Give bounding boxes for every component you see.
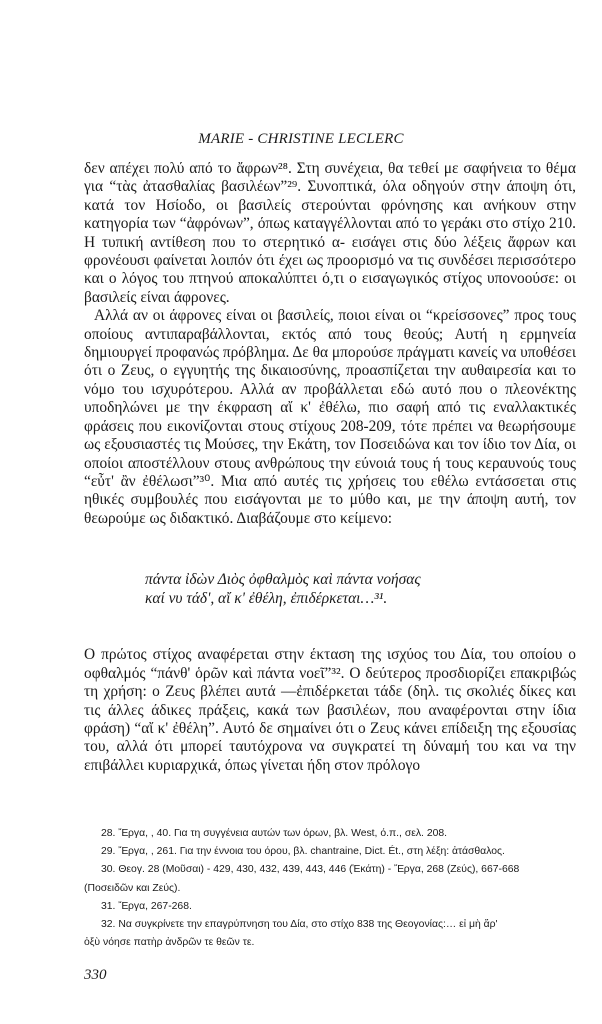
verse-quote [145,571,421,608]
footnote-28: 28. Ἔργα, , 40. Για τη συγγένεια αυτών των όρων, βλ. West, ό.π., σελ. 208. [101,828,448,839]
verse-line-1: πάντα ἰδὼν Διὸς ὀφθαλμὸς καὶ πάντα νοήσας [145,571,421,588]
footnote-30-continued: (Ποσειδῶν και Ζεύς). [84,882,181,894]
footnote-29: 29. Ἔργα, , 261. Για την έννοια του όρου, βλ. chantraine, Dict. Ét., στη λέξη: ἀτάσθαλος. [101,846,505,858]
footnote-30: 30. Θεογ. 28 (Μοῦσαι) - 429, 430, 432, 439, 443, 446 (Ἑκάτη) - Ἔργα, 268 (Ζεύς), 667-668 [101,864,520,876]
footnotes [84,825,576,952]
page-number: 330 [84,967,107,983]
verse-line-2: καί νυ τάδ', αἴ κ' ἐθέλη, ἐπιδέρκεται…³¹. [145,589,388,607]
paragraph-2: Αλλά αν οι άφρονες είναι οι βασιλείς, ποιοι είναι οι “κρείσσονες” προς τους οποίους αντιπαραβάλλονται, εκτός από τους θεούς; Αυτή η ερμηνεία δημιουργεί προφανώς πρόβλημα. Δε θα μπορούσε πράγματι κανείς να υποθέσει ότι ο Ζευς, ο εγγυητής της δικαιοσύνης, προασπίζεται την αυθαιρεσία και το νόμο του ισχυρότερου. Αλλά αν προβάλλεται εδώ αυτό που ο πλεονέκτης υποδηλώνει με την έκφραση αἴ κ' ἐθέλω, πιο σαφή από τις εναλλακτικές φράσεις που εικονίζονται στους στίχους 208-209, τότε πρέπει να θεωρήσουμε ως εξουσιαστές τις Μούσες, την Εκάτη, τον Ποσειδώνα και τον ίδιο τον Δία, οι οποίοι αποστέλλουν στους ανθρώπους την εύνοιά τους ή τους κεραυνούς τους “εὖτ' ἂν ἐθέλωσι”³⁰. Μια από αυτές τις χρήσεις του εθέλω εντάσσεται στις ηθικές συμβουλές που εισάγονται με το μύθο και, με την άποψη αυτή, τον θεωρούμε ως διδακτικό. Διαβάζουμε στο κείμενο: [84,307,576,527]
paragraph-1: δεν απέχει πολύ από το ἄφρων²⁸. Στη συνέχεια, θα τεθεί με σαφήνεια το θέμα για “τὰς ἀτασθαλίας βασιλέων”²⁹. Συνοπτικά, όλα οδηγούν στην άποψη ότι, κατά τον Ησίοδο, οι βασιλείς στερούνται φρόνησης και ανήκουν στην κατηγορία των “ἀφρόνων”, όπως καταγγέλλονται από το γεράκι στο στίχο 210. Η τυπική αντίθεση που το στερητικό α- εισάγει στις δύο λέξεις ἄφρων και φρονέουσι φαίνεται λοιπόν ότι έχει ως προορισμό να τις συνδέσει περισσότερο και ο λόγος του πτηνού αποκαλύπτει ό,τι ο εισαγωγικός στίχος υπονοούσε: οι βασιλείς είναι άφρονες. [84,160,576,306]
main-text-continued [84,631,576,791]
footnote-32-continued: ὀξὺ νόησε πατὴρ ἀνδρῶν τε θεῶν τε. [84,937,255,949]
main-text [84,160,576,528]
footnote-32: 32. Να συγκρίνετε την επαγρύπνηση του Δία, στο στίχο 838 της Θεογονίας:… εἰ μὴ ἄρ' [101,919,498,931]
running-header: MARIE - CHRISTINE LECLERC [198,131,404,147]
paragraph-3: Ο πρώτος στίχος αναφέρεται στην έκταση της ισχύος του Δία, του οποίου ο οφθαλμός “πάνθ' ὁρῶν καὶ πάντα νοεῖ”³². Ο δεύτερος προσδιορίζει επακριβώς τη χρήση: ο Ζευς βλέπει αυτά —ἐπιδέρκεται τάδε (δηλ. τις σκολιές δίκες και τις άλλες άδικες πράξεις, κακά των βασιλέων, που αναφέρονται στην ίδια φράση) “αἴ κ' ἐθέλη”. Αυτό δε σημαίνει ότι ο Ζευς κάνει επίδειξη της εξουσίας του, αλλά ότι μπορεί ταυτόχρονα να συγκρατεί τη δύναμή του και να την επιβάλλει κυριαρχικά, όπως γίνεται ήδη στον πρόλογο [84,646,576,774]
footnote-31: 31. Ἔργα, 267-268. [101,900,192,912]
